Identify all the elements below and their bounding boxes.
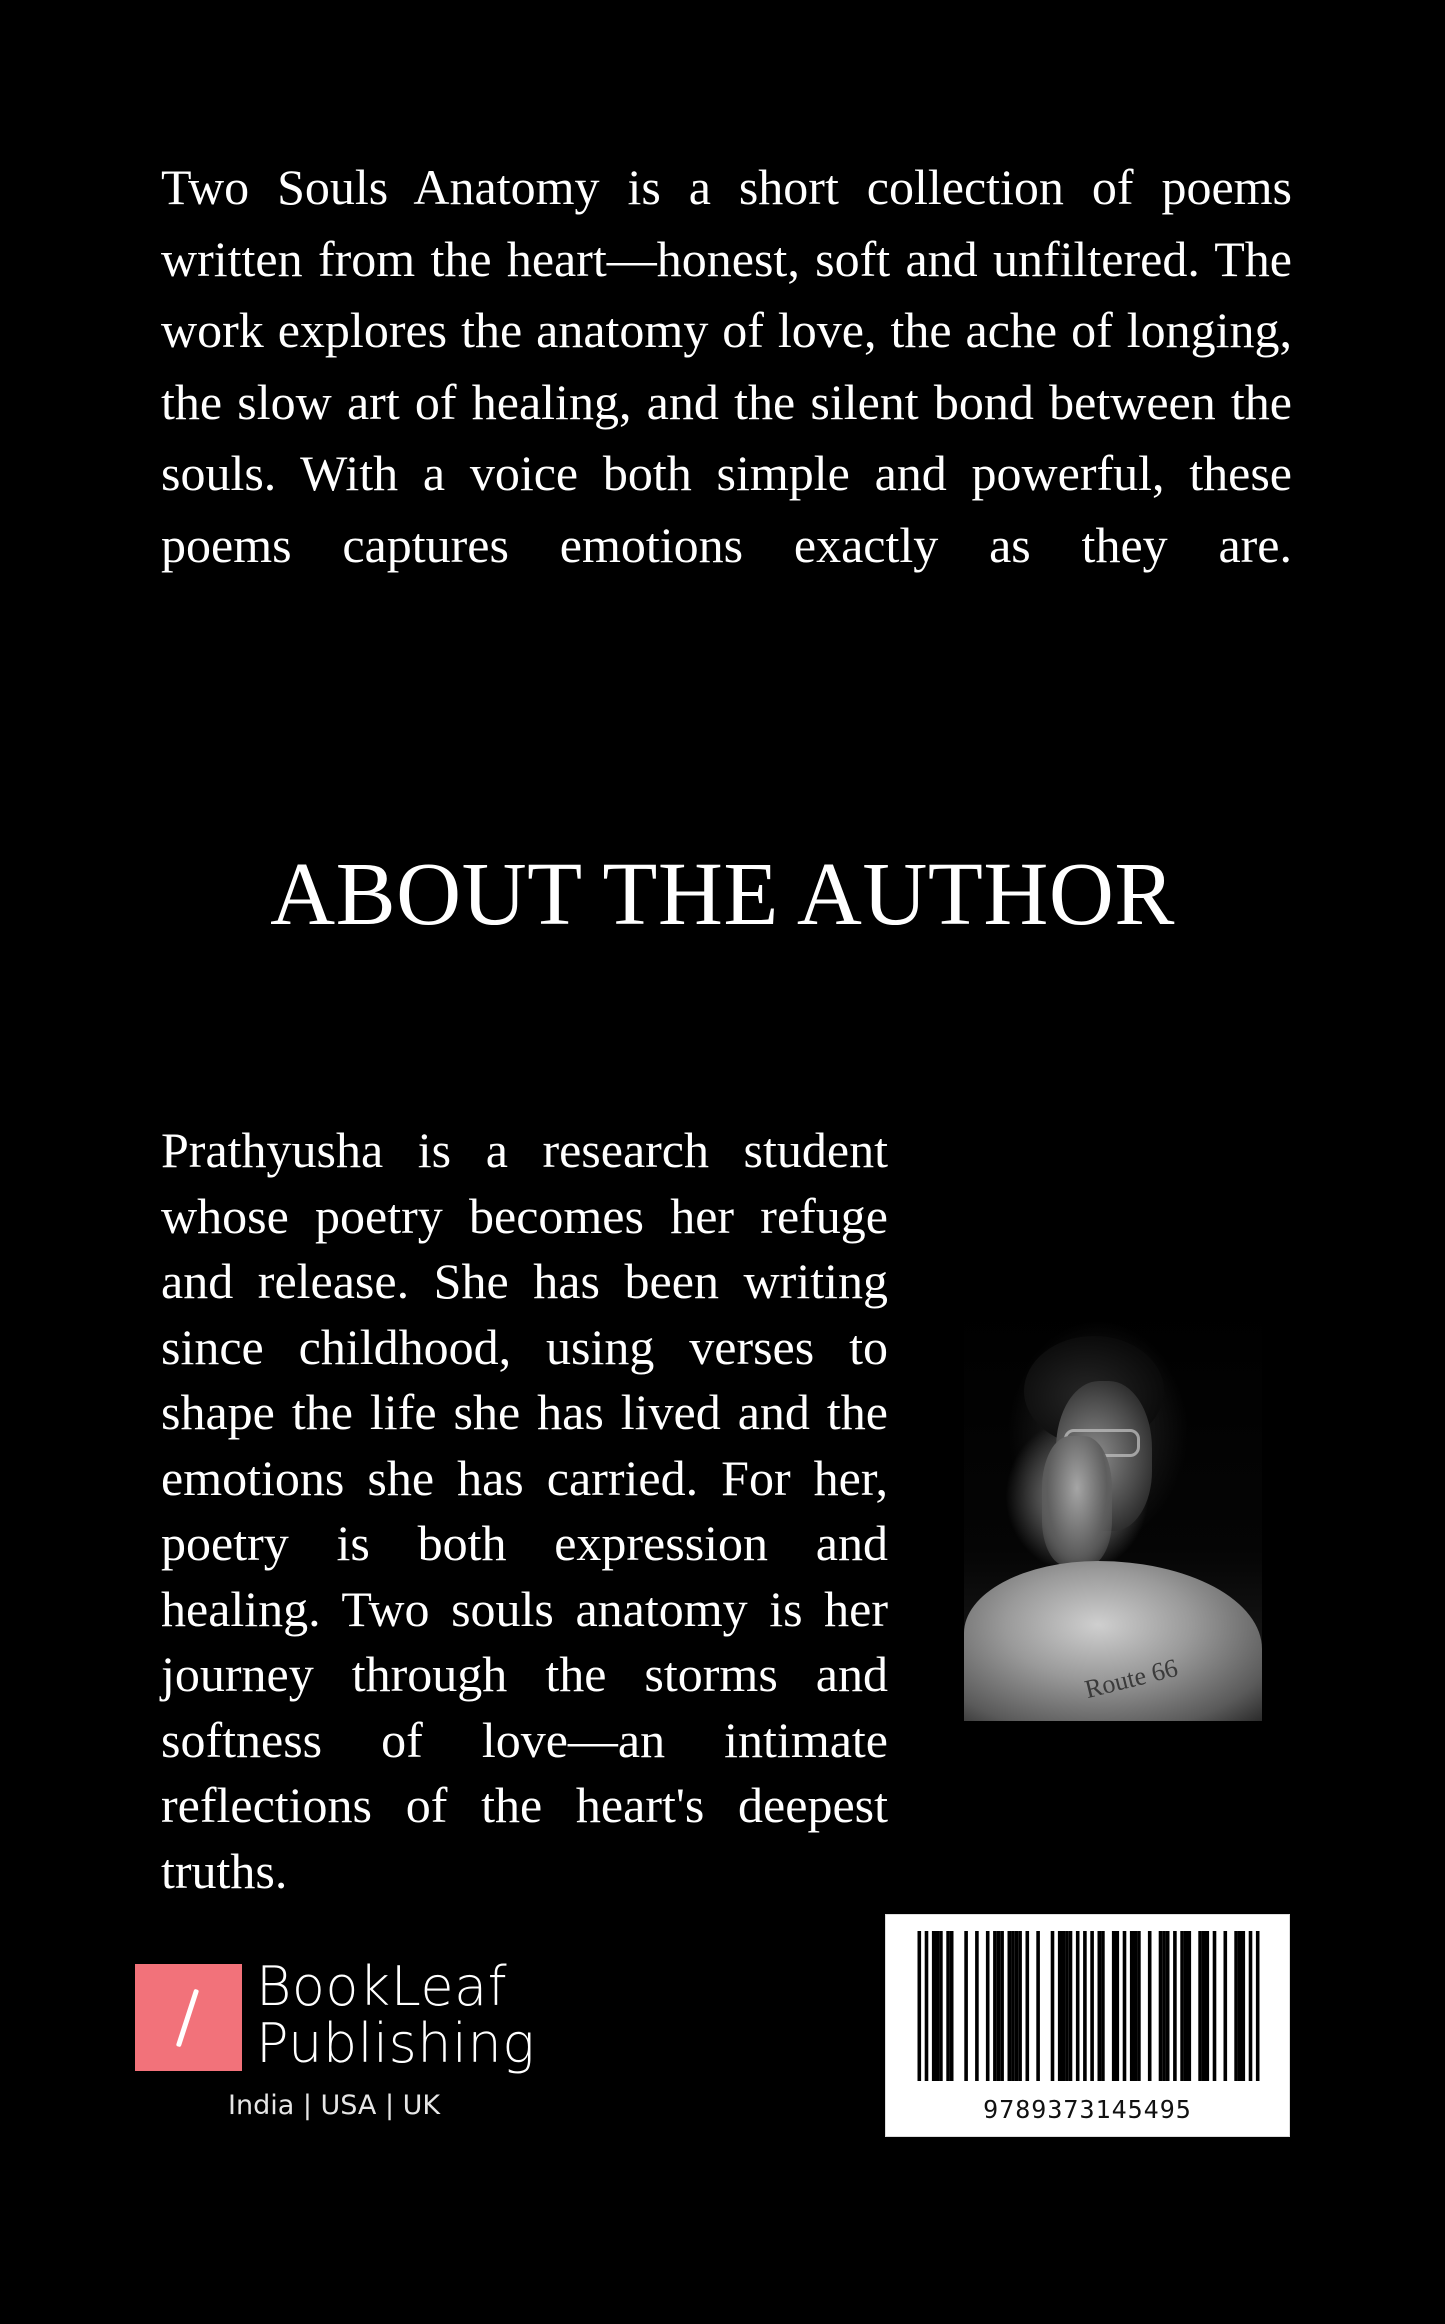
barcode-bar [1148, 1931, 1152, 2081]
barcode-bar [1051, 1931, 1055, 2081]
barcode-bar [1198, 1931, 1202, 2081]
barcode-bar [1101, 1931, 1105, 2081]
barcode-bar [1015, 1931, 1019, 2081]
barcode-bar [1206, 1931, 1210, 2081]
barcode-bar [1159, 1931, 1163, 2081]
publisher-logo-name [256, 1955, 536, 2075]
barcode-bar [1076, 1931, 1080, 2081]
barcode-bar [1008, 1931, 1012, 2081]
about-author-heading: ABOUT THE AUTHOR [270, 845, 1175, 944]
publisher-name-line2: Publishing [256, 2012, 536, 2075]
barcode-bar [1180, 1931, 1184, 2081]
barcode-bar [936, 1931, 940, 2081]
barcode-bar [1090, 1931, 1094, 2081]
barcode-bar [1065, 1931, 1069, 2081]
barcode-bar [1058, 1931, 1062, 2081]
publisher-name-line1: BookLeaf [256, 1955, 508, 2018]
author-bio: Prathyusha is a research student whose poetry becomes her refuge and release. She has been writing since childhood, using verses to shape the life she has lived and the emotions she has carried. For her, poetry is both expression and healing. Two souls anatomy is her journey through the storms and softness of love—an intimate reflections of the heart's deepest truths. [161, 1122, 888, 1899]
barcode-bar [1069, 1931, 1073, 2081]
barcode-bar [1083, 1931, 1087, 2081]
barcode-bar [1188, 1931, 1192, 2081]
barcode-bar [1256, 1931, 1260, 2081]
author-photo [964, 1296, 1262, 1721]
back-cover-blurb: Two Souls Anatomy is a short collection of poems written from the heart—honest, soft and unfiltered. The work explores the anatomy of love, the ache of longing, the slow art of healing, and the silent bond between the souls. With a voice both simple and powerful, these poems captures emotions exactly as they are. [161, 159, 1292, 573]
barcode-bar [964, 1931, 968, 2081]
barcode-bar [993, 1931, 997, 2081]
barcode-bar [975, 1931, 979, 2081]
publisher-logo-mark [135, 1964, 242, 2071]
barcode-bar [946, 1931, 950, 2081]
barcode-bar [1249, 1931, 1253, 2081]
barcode-bar [1234, 1931, 1238, 2081]
barcode-bar [1098, 1931, 1102, 2081]
barcode-bar [986, 1931, 990, 2081]
isbn-number: 9789373145495 [983, 2095, 1192, 2124]
slash-icon [176, 1989, 199, 2048]
barcode-bar [1130, 1931, 1134, 2081]
barcode-bar [950, 1931, 954, 2081]
barcode-bar [939, 1931, 943, 2081]
barcode-bar [1224, 1931, 1228, 2081]
barcode-bar [1026, 1931, 1030, 2081]
barcode-bar [1184, 1931, 1188, 2081]
author-photo-hand [1042, 1436, 1112, 1566]
barcode-bar [1036, 1931, 1040, 2081]
barcode-bar [997, 1931, 1001, 2081]
barcode-bar [1018, 1931, 1022, 2081]
barcode-bar [1112, 1931, 1116, 2081]
barcode-bar [1238, 1931, 1242, 2081]
barcode-bar [1137, 1931, 1141, 2081]
barcode-bar [1173, 1931, 1177, 2081]
author-photo-shirt-print: Route 66 [1081, 1653, 1181, 1705]
publisher-regions: India | USA | UK [228, 2090, 441, 2121]
barcode-bar [1162, 1931, 1166, 2081]
barcode-bar [1116, 1931, 1120, 2081]
barcode-bar [1202, 1931, 1206, 2081]
barcode-bar [1242, 1931, 1246, 2081]
barcode-bar [1000, 1931, 1004, 2081]
barcode-bar [1011, 1931, 1015, 2081]
barcode-bar [932, 1931, 936, 2081]
barcode-bar [1123, 1931, 1127, 2081]
barcode-bar [1062, 1931, 1066, 2081]
barcode-bar [918, 1931, 922, 2081]
barcode-bar [925, 1931, 929, 2081]
barcode-bar [1134, 1931, 1138, 2081]
isbn-barcode [885, 1914, 1290, 2137]
barcode-bar [1166, 1931, 1170, 2081]
barcode-bar [1213, 1931, 1217, 2081]
